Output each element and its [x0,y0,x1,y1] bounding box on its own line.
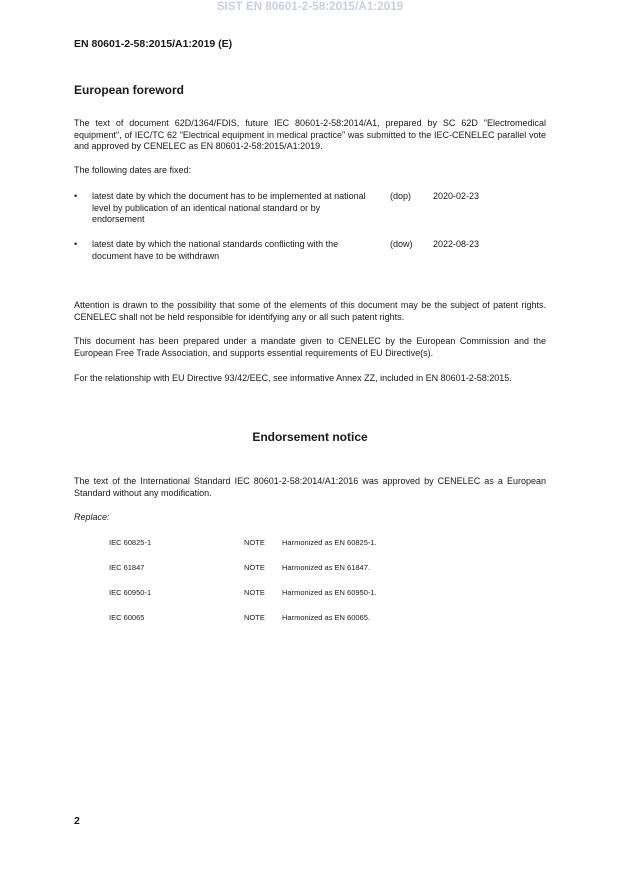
foreword-paragraph-2: The following dates are fixed: [74,165,192,175]
document-identifier: EN 80601-2-58:2015/A1:2019 (E) [74,38,233,50]
date-item-text: latest date by which the national standards conflicting with the document have to be withdrawn [92,239,339,261]
standard-number: IEC 61847 [109,563,145,572]
harmonized-text: Harmonized as EN 60825-1. [282,538,377,547]
bullet-icon: • [74,191,78,201]
date-item-code: (dow) [390,239,413,249]
foreword-paragraph-1: The text of document 62D/1364/FDIS, future IEC 80601-2-58:2014/A1, prepared by SC 62D "Electromedical equipment", of IEC/TC 62 "Electrical equipment in medical practice" was submitted to the IEC-CENELEC parallel vote and approved by CENELEC as EN 80601-2-58:2015/A1:2019. [74,118,546,151]
replace-label: Replace: [74,512,110,522]
note-label: NOTE [244,563,265,572]
standard-number: IEC 60950-1 [109,588,152,597]
standard-number: IEC 60065 [109,613,145,622]
bullet-icon: • [74,239,78,249]
foreword-title: European foreword [74,83,185,97]
note-label: NOTE [244,613,265,622]
endorsement-paragraph: The text of the International Standard IEC 80601-2-58:2014/A1:2016 was approved by CENELEC as a European Standard without any modification. [74,476,546,498]
harmonized-text: Harmonized as EN 60065. [282,613,370,622]
note-label: NOTE [244,538,265,547]
harmonized-text: Harmonized as EN 60950-1. [282,588,377,597]
note-label: NOTE [244,588,265,597]
foreword-paragraph-4: This document has been prepared under a mandate given to CENELEC by the European Commission and the European Free Trade Association, and supports essential requirements of EU Directive(s). [74,336,546,358]
foreword-paragraph-5: For the relationship with EU Directive 93/42/EEC, see informative Annex ZZ, included in EN 80601-2-58:2015. [74,373,512,383]
date-item-date: 2020-02-23 [433,191,480,201]
endorsement-title: Endorsement notice [252,430,368,444]
date-item-text: latest date by which the document has to be implemented at national level by publication of an identical national standard or by endorsement [92,191,366,224]
harmonized-text: Harmonized as EN 61847. [282,563,370,572]
watermark: SIST EN 80601-2-58:2015/A1:2019 [216,1,404,13]
date-item-date: 2022-08-23 [433,239,480,249]
page-number: 2 [74,815,80,827]
foreword-paragraph-3: Attention is drawn to the possibility that some of the elements of this document may be the subject of patent rights. CENELEC shall not be held responsible for identifying any or all such patent rights. [74,300,546,322]
date-item-code: (dop) [390,191,412,201]
standard-number: IEC 60825-1 [109,538,152,547]
